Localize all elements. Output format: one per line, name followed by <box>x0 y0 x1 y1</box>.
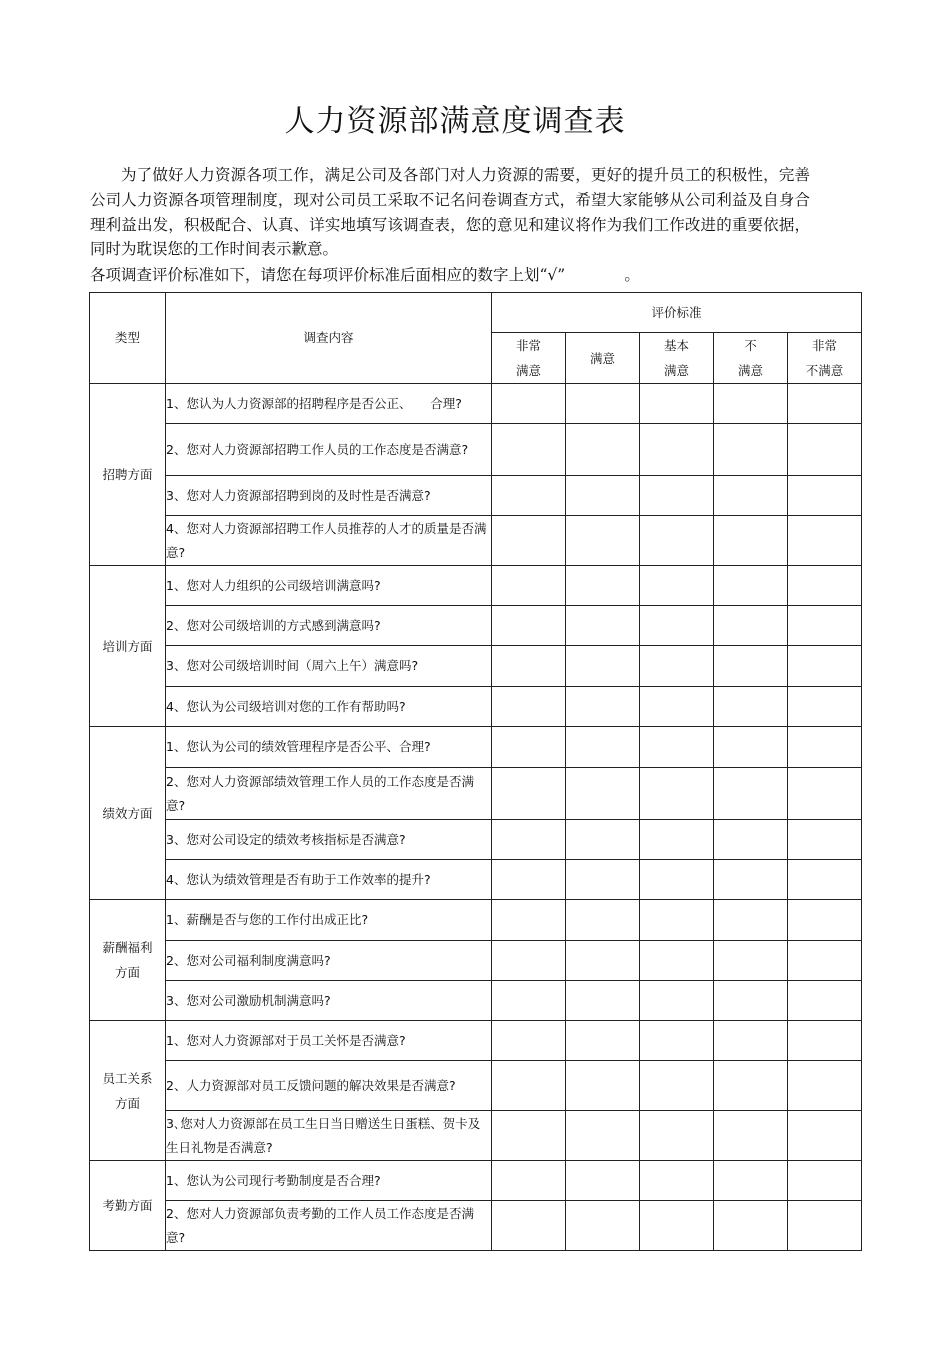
rating-cell[interactable] <box>640 516 714 566</box>
category-cell <box>90 900 166 1021</box>
table-row <box>90 1161 862 1201</box>
rating-cell[interactable] <box>788 1161 862 1201</box>
rating-cell[interactable] <box>714 1021 788 1061</box>
table-row <box>90 1021 862 1061</box>
rating-cell[interactable] <box>788 820 862 860</box>
rating-cell[interactable] <box>566 1161 640 1201</box>
category-label: 考勤方面 <box>102 1198 153 1213</box>
question-text: 4、您认为公司级培训对您的工作有帮助吗? <box>166 687 492 727</box>
question-text: 3､您对人力资源部在员工生日当日赠送生日蛋糕、贺卡及生日礼物是否满意? <box>166 1111 492 1161</box>
header-rating-very-satisfied: 非常 满意 <box>492 333 566 384</box>
rating-cell[interactable] <box>492 646 566 687</box>
rating-cell[interactable] <box>492 516 566 566</box>
rating-cell[interactable] <box>788 1061 862 1111</box>
rating-cell[interactable] <box>714 424 788 476</box>
rating-cell[interactable] <box>714 727 788 768</box>
rating-cell[interactable] <box>492 768 566 820</box>
rating-cell[interactable] <box>640 384 714 424</box>
table-row <box>90 646 862 687</box>
rating-cell[interactable] <box>640 424 714 476</box>
table-row <box>90 476 862 516</box>
rating-cell[interactable] <box>640 1061 714 1111</box>
table-row <box>90 768 862 820</box>
rating-cell[interactable] <box>492 566 566 606</box>
rating-cell[interactable] <box>492 1061 566 1111</box>
rating-cell[interactable] <box>714 476 788 516</box>
table-row <box>90 860 862 900</box>
rating-cell[interactable] <box>566 860 640 900</box>
rating-cell[interactable] <box>788 727 862 768</box>
rating-cell[interactable] <box>640 1201 714 1251</box>
question-text: 2、您对公司级培训的方式感到满意吗? <box>166 606 492 646</box>
rating-cell[interactable] <box>714 1061 788 1111</box>
question-text: 2、您对公司福利制度满意吗? <box>166 941 492 981</box>
category-label: 薪酬福利 <box>102 940 153 955</box>
category-label: 员工关系 <box>102 1070 153 1086</box>
rating-cell[interactable] <box>788 981 862 1021</box>
rating-cell[interactable] <box>566 768 640 820</box>
rating-cell[interactable] <box>788 646 862 687</box>
category-cell <box>90 566 166 727</box>
rating-cell[interactable] <box>492 820 566 860</box>
rating-cell[interactable] <box>640 1021 714 1061</box>
rating-cell[interactable] <box>492 727 566 768</box>
rating-cell[interactable] <box>714 981 788 1021</box>
rating-cell[interactable] <box>788 516 862 566</box>
rating-cell[interactable] <box>566 941 640 981</box>
question-text: 4、您对人力资源部招聘工作人员推荐的人才的质量是否满意? <box>166 516 492 566</box>
intro-paragraph <box>90 163 810 262</box>
question-text: 1、您对人力资源部对于员工关怀是否满意? <box>166 1021 492 1061</box>
rating-cell[interactable] <box>566 1201 640 1251</box>
rating-cell[interactable] <box>566 1021 640 1061</box>
rating-cell[interactable] <box>640 646 714 687</box>
table-row <box>90 566 862 606</box>
rating-cell[interactable] <box>492 981 566 1021</box>
question-text: 2、人力资源部对员工反馈问题的解决效果是否满意? <box>166 1061 492 1111</box>
category-label: 招聘方面 <box>102 467 153 482</box>
rating-cell[interactable] <box>566 606 640 646</box>
rating-cell[interactable] <box>492 941 566 981</box>
rating-cell[interactable] <box>566 424 640 476</box>
rating-cell[interactable] <box>714 1201 788 1251</box>
rating-cell[interactable] <box>788 687 862 727</box>
question-text: 3、您对公司级培训时间（周六上午）满意吗? <box>166 646 492 687</box>
rating-cell[interactable] <box>566 384 640 424</box>
question-text: 1、薪酬是否与您的工作付出成正比? <box>166 900 492 941</box>
category-label: 方面 <box>114 965 140 980</box>
table-row <box>90 981 862 1021</box>
table-row <box>90 606 862 646</box>
rating-cell[interactable] <box>566 687 640 727</box>
rating-cell[interactable] <box>640 476 714 516</box>
rating-cell[interactable] <box>566 1111 640 1161</box>
rating-cell[interactable] <box>788 606 862 646</box>
question-text: 4、您认为绩效管理是否有助于工作效率的提升? <box>166 860 492 900</box>
rating-cell[interactable] <box>492 1201 566 1251</box>
rating-cell[interactable] <box>640 1111 714 1161</box>
table-row <box>90 1111 862 1161</box>
rating-cell[interactable] <box>492 900 566 941</box>
rating-cell[interactable] <box>492 424 566 476</box>
table-row <box>90 1061 862 1111</box>
rating-cell[interactable] <box>788 941 862 981</box>
question-text: 3、您对公司设定的绩效考核指标是否满意? <box>166 820 492 860</box>
rating-cell[interactable] <box>788 1201 862 1251</box>
rating-cell[interactable] <box>714 566 788 606</box>
header-rating-very-dissatisfied: 非常 不满意 <box>788 333 862 384</box>
table-row <box>90 516 862 566</box>
rating-cell[interactable] <box>788 476 862 516</box>
rating-cell[interactable] <box>788 566 862 606</box>
category-cell <box>90 1021 166 1161</box>
rating-cell[interactable] <box>566 981 640 1021</box>
rating-cell[interactable] <box>714 646 788 687</box>
rating-cell[interactable] <box>566 900 640 941</box>
rating-cell[interactable] <box>566 820 640 860</box>
rating-cell[interactable] <box>714 606 788 646</box>
rating-cell[interactable] <box>492 1161 566 1201</box>
rating-cell[interactable] <box>566 1061 640 1111</box>
rating-cell[interactable] <box>492 1021 566 1061</box>
rating-cell[interactable] <box>788 424 862 476</box>
rating-cell[interactable] <box>714 384 788 424</box>
category-label: 培训方面 <box>102 638 153 654</box>
rating-cell[interactable] <box>714 1161 788 1201</box>
header-rating-dissatisfied: 不 满意 <box>714 333 788 384</box>
rating-cell[interactable] <box>640 566 714 606</box>
rating-cell[interactable] <box>714 941 788 981</box>
rating-cell[interactable] <box>640 1161 714 1201</box>
question-text: 1、您认为公司的绩效管理程序是否公平、合理? <box>166 727 492 768</box>
rating-cell[interactable] <box>492 476 566 516</box>
question-text: 1、您认为人力资源部的招聘程序是否公正、 合理? <box>166 384 492 424</box>
rating-cell[interactable] <box>714 516 788 566</box>
rating-cell[interactable] <box>640 941 714 981</box>
rating-cell[interactable] <box>640 981 714 1021</box>
rating-cell[interactable] <box>566 727 640 768</box>
question-text: 3、您对人力资源部招聘到岗的及时性是否满意? <box>166 476 492 516</box>
rating-cell[interactable] <box>566 476 640 516</box>
rating-cell[interactable] <box>714 860 788 900</box>
question-text: 2、您对人力资源部招聘工作人员的工作态度是否满意? <box>166 424 492 476</box>
rating-cell[interactable] <box>640 727 714 768</box>
intro-text: 为了做好人力资源各项工作，满足公司及各部门对人力资源的需要，更好的提升员工的积极性，完善公司人力资源各项管理制度，现对公司员工采取不记名问卷调查方式，希望大家能够从公司利益及自身合理利益出发，积极配合、认真、详实地填写该调查表，您的意见和建议将作为我们工作改进的重要依据，同时为耽误您的工作时间表示歉意。 <box>90 166 810 259</box>
question-text: 1、您认为公司现行考勤制度是否合理? <box>166 1161 492 1201</box>
rating-cell[interactable] <box>714 900 788 941</box>
category-cell <box>90 727 166 900</box>
rating-cell[interactable] <box>788 1111 862 1161</box>
question-text: 3、您对公司激励机制满意吗? <box>166 981 492 1021</box>
table-row <box>90 941 862 981</box>
header-content: 调查内容 <box>166 293 492 384</box>
rating-cell[interactable] <box>640 687 714 727</box>
category-cell <box>90 1161 166 1251</box>
header-type: 类型 <box>90 293 166 384</box>
rating-cell[interactable] <box>714 768 788 820</box>
rating-cell[interactable] <box>566 566 640 606</box>
rating-cell[interactable] <box>788 900 862 941</box>
page-title: 人力资源部满意度调查表 <box>284 104 626 139</box>
rating-cell[interactable] <box>788 768 862 820</box>
rating-cell[interactable] <box>492 1111 566 1161</box>
table-row <box>90 687 862 727</box>
rating-cell[interactable] <box>492 860 566 900</box>
category-label: 方面 <box>114 1095 140 1111</box>
rating-cell[interactable] <box>566 646 640 687</box>
rating-cell[interactable] <box>714 1111 788 1161</box>
rating-cell[interactable] <box>788 860 862 900</box>
category-label: 绩效方面 <box>102 805 153 821</box>
rating-cell[interactable] <box>492 606 566 646</box>
question-text: 2、您对人力资源部负责考勤的工作人员工作态度是否满意? <box>166 1201 492 1251</box>
rating-cell[interactable] <box>640 768 714 820</box>
question-text: 1、您对人力组织的公司级培训满意吗? <box>166 566 492 606</box>
rating-cell[interactable] <box>640 606 714 646</box>
rating-cell[interactable] <box>714 820 788 860</box>
rating-cell[interactable] <box>492 687 566 727</box>
table-row <box>90 384 862 424</box>
rating-cell[interactable] <box>640 900 714 941</box>
survey-table <box>89 292 862 1251</box>
header-rating-satisfied: 满意 <box>566 333 640 384</box>
table-row <box>90 1201 862 1251</box>
rating-cell[interactable] <box>566 516 640 566</box>
header-criteria: 评价标准 <box>492 293 862 333</box>
table-row <box>90 820 862 860</box>
instruction-line: 各项调查评价标准如下，请您在每项评价标准后面相应的数字上划“√” 。 <box>90 266 640 284</box>
category-cell <box>90 384 166 566</box>
table-row <box>90 727 862 768</box>
question-text: 2、您对人力资源部绩效管理工作人员的工作态度是否满意? <box>166 768 492 820</box>
header-rating-basically-satisfied: 基本 满意 <box>640 333 714 384</box>
table-row <box>90 424 862 476</box>
rating-cell[interactable] <box>640 820 714 860</box>
rating-cell[interactable] <box>788 1021 862 1061</box>
rating-cell[interactable] <box>714 687 788 727</box>
rating-cell[interactable] <box>640 860 714 900</box>
rating-cell[interactable] <box>492 384 566 424</box>
rating-cell[interactable] <box>788 384 862 424</box>
table-row <box>90 900 862 941</box>
